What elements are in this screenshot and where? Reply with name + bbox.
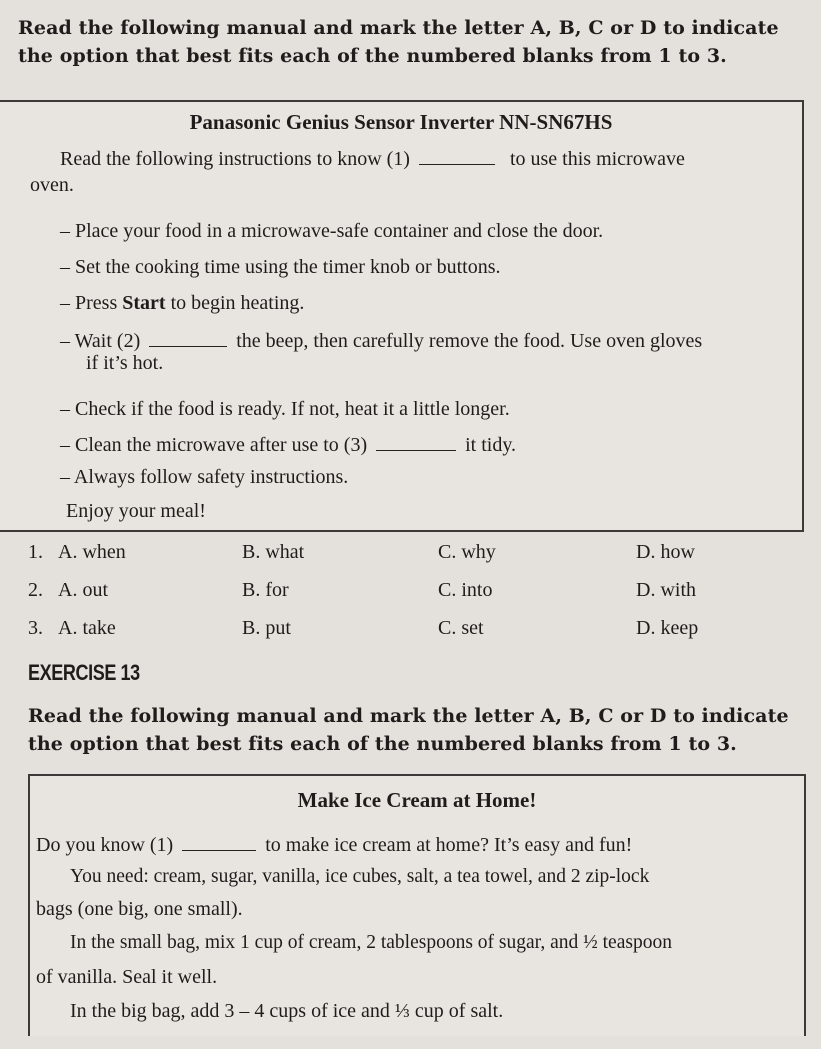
option-a[interactable]: A. when [58, 541, 126, 563]
question-1 [28, 541, 788, 569]
option-a[interactable]: A. out [58, 579, 108, 601]
manual-title: Make Ice Cream at Home! [297, 788, 537, 812]
ice-cream-line-6: In the big bag, add 3 – 4 cups of ice and ⅓ cup of salt. [70, 1000, 504, 1022]
question-number: 3. [28, 617, 43, 639]
exercise13-instruction: Read the following manual and mark the letter A, B, C or D to indicate the option that best fits each of the numbered blanks from 1 to 3. [28, 705, 789, 755]
option-c[interactable]: C. into [438, 579, 493, 601]
ice-cream-line-2: You need: cream, sugar, vanilla, ice cubes, salt, a tea towel, and 2 zip-lock [70, 866, 650, 887]
exercise13-manual-box [28, 774, 806, 1036]
step-wait [60, 328, 702, 353]
step-place-food: – Place your food in a microwave-safe container and close the door. [60, 220, 604, 242]
step-check-food: – Check if the food is ready. If not, heat it a little longer. [60, 398, 510, 420]
manual-title: Panasonic Genius Sensor Inverter NN-SN67HS [189, 110, 613, 134]
question-3 [28, 617, 788, 645]
blank-2 [149, 328, 227, 347]
option-b[interactable]: B. put [242, 617, 291, 639]
intro-continuation: oven. [30, 174, 74, 196]
step3-text: – Press [60, 292, 123, 314]
question-number: 1. [28, 541, 43, 563]
step6-text: – Clean the microwave after use to (3) [60, 434, 368, 456]
blank-1 [182, 832, 256, 851]
step-press-start [60, 292, 304, 315]
step-safety: – Always follow safety instructions. [60, 466, 349, 488]
exercise12-instruction: Read the following manual and mark the letter A, B, C or D to indicate the option that best fits each of the numbered blanks from 1 to 3. [18, 17, 779, 67]
exercise13-heading: EXERCISE 13 [28, 660, 140, 685]
step-wait-continuation: if it’s hot. [86, 352, 164, 374]
option-d[interactable]: D. how [636, 541, 695, 563]
option-c[interactable]: C. set [438, 617, 484, 639]
line1-text-end: to make ice cream at home? It’s easy and fun! [265, 834, 633, 856]
step3-text-end: to begin heating. [165, 292, 305, 314]
step4-text-end: the beep, then carefully remove the food. Use oven gloves [236, 330, 703, 352]
manual-intro [60, 146, 685, 171]
step-set-time: – Set the cooking time using the timer knob or buttons. [60, 256, 501, 278]
ice-cream-line-1 [36, 832, 632, 857]
step-clean [60, 432, 516, 457]
ice-cream-line-4: In the small bag, mix 1 cup of cream, 2 tablespoons of sugar, and ½ teaspoon [70, 932, 672, 953]
line1-text: Do you know (1) [36, 834, 174, 856]
start-keyword: Start [122, 292, 166, 314]
question-2 [28, 579, 788, 607]
option-a[interactable]: A. take [58, 617, 116, 639]
exercise12-manual-box [0, 100, 804, 532]
option-b[interactable]: B. for [242, 579, 289, 601]
option-c[interactable]: C. why [438, 541, 496, 563]
ice-cream-line-3: bags (one big, one small). [36, 898, 243, 920]
option-d[interactable]: D. with [636, 579, 696, 601]
step6-text-end: it tidy. [465, 434, 517, 456]
question-number: 2. [28, 579, 43, 601]
option-b[interactable]: B. what [242, 541, 305, 563]
blank-3 [376, 432, 456, 451]
ice-cream-line-5: of vanilla. Seal it well. [36, 966, 218, 988]
step4-text: – Wait (2) [60, 330, 141, 352]
closing-line: Enjoy your meal! [66, 500, 206, 522]
option-d[interactable]: D. keep [636, 617, 699, 639]
intro-text: Read the following instructions to know (1) [60, 148, 410, 170]
intro-text-end: to use this microwave [509, 148, 685, 170]
blank-1 [419, 146, 495, 165]
